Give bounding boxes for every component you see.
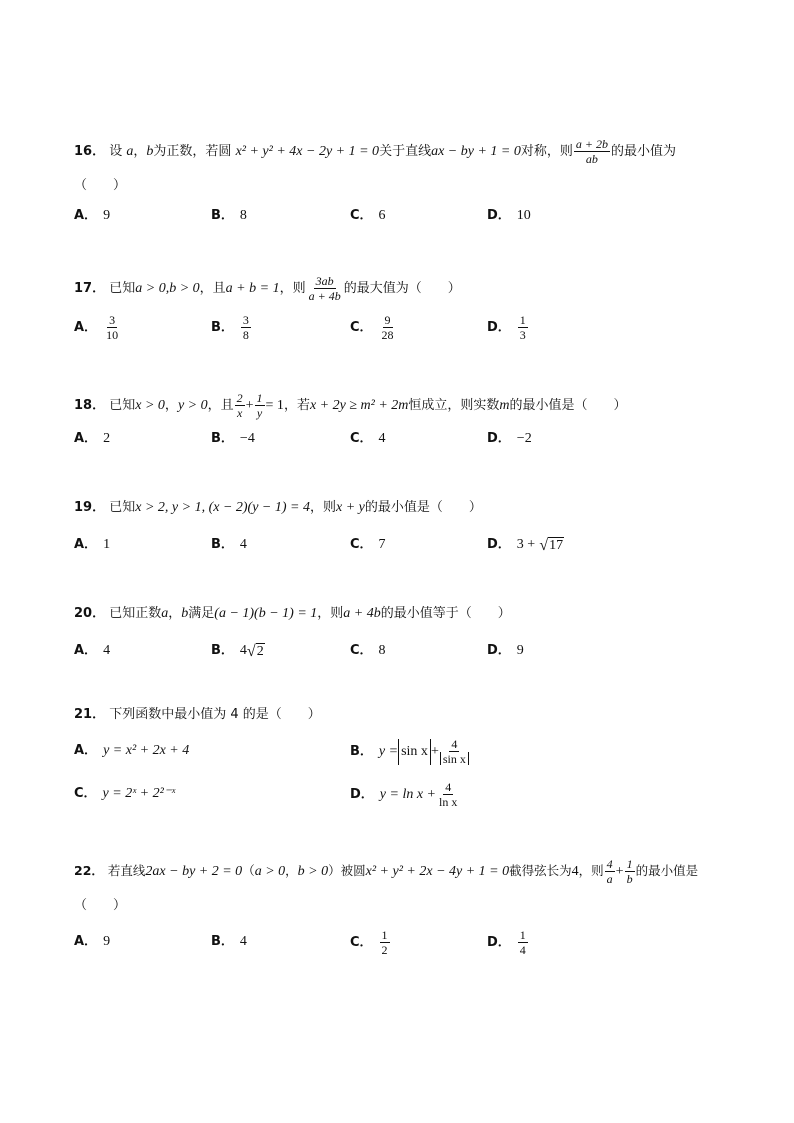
option-label: B． [211, 934, 234, 949]
option-prefix: y = [378, 743, 399, 759]
condition: x > 0 [135, 398, 165, 413]
text: ）被圆 [328, 863, 366, 878]
options-20 [74, 638, 774, 664]
option-a [74, 314, 121, 341]
text: ， [285, 863, 298, 878]
option-value: −4 [239, 431, 255, 446]
option-label: B． [211, 319, 234, 335]
fraction-numerator: 1 [381, 928, 388, 942]
question-21 [74, 705, 734, 725]
question-22 [74, 858, 734, 885]
text: 的最小值是 [635, 863, 699, 878]
options-17 [74, 314, 774, 340]
text: ， [168, 606, 182, 621]
fraction-denominator: sin x [440, 752, 469, 765]
condition: b > 0 [297, 864, 329, 879]
question-number: 22． [74, 863, 104, 878]
option-label: A． [74, 431, 98, 446]
question-18 [74, 392, 734, 419]
circle-equation: x² + y² + 2x − 4y + 1 = 0 [365, 864, 510, 879]
option-label: D． [487, 208, 511, 223]
options-16 [74, 203, 774, 229]
option-c [350, 929, 391, 956]
radical-sign: √ [246, 642, 256, 660]
equation-rhs: = 1 [265, 398, 284, 413]
option-d [350, 781, 460, 808]
condition: a > 0 [254, 864, 286, 879]
line-equation: ax − by + 1 = 0 [431, 144, 521, 159]
fraction-denominator: 8 [242, 328, 249, 342]
option-label: B． [211, 208, 234, 223]
option-value: −2 [516, 431, 532, 446]
option-value: 4 [239, 537, 247, 552]
var-a: a [126, 144, 134, 159]
option-label: A． [74, 537, 98, 552]
fraction [605, 858, 615, 885]
text: ， [133, 144, 147, 159]
square-root [247, 643, 265, 660]
var-b: b [181, 606, 189, 621]
option-label: A． [74, 319, 98, 335]
text: 的最小值是（ ） [509, 398, 627, 413]
question-number: 17． [74, 281, 106, 296]
option-value: 4 [239, 643, 247, 658]
option-label: D． [350, 786, 374, 802]
text: 关于直线 [379, 144, 432, 159]
option-label: C． [350, 208, 373, 223]
fraction-numerator: 1 [626, 857, 633, 871]
fraction-denominator: b [626, 872, 633, 886]
line-equation: 2ax − by + 2 = 0 [145, 864, 243, 879]
option-value: 2 [103, 431, 111, 446]
fraction [235, 392, 245, 419]
text: ， [164, 398, 178, 413]
options-19 [74, 532, 774, 558]
option-value: 4 [239, 934, 247, 949]
fraction [437, 781, 459, 808]
fraction-numerator: 4 [606, 857, 613, 871]
option-label: D． [487, 537, 511, 552]
fraction-numerator: 3 [242, 313, 249, 327]
option-c [74, 781, 175, 807]
expression: a + 4b [343, 606, 381, 621]
option-c [350, 638, 386, 664]
option-value: 3 + [516, 537, 536, 552]
text: ，且 [199, 281, 226, 296]
plus-sign: + [245, 398, 254, 413]
option-label: B． [211, 537, 234, 552]
text: 若直线 [107, 863, 146, 878]
option-c [350, 532, 386, 558]
text: 为正数，若圆 [153, 144, 232, 159]
text: ，且 [207, 398, 234, 413]
option-b [211, 203, 247, 229]
radicand: 17 [549, 537, 564, 553]
text: ，则 [310, 500, 337, 515]
text: 下列函数中最小值为 4 的是（ ） [109, 707, 321, 722]
option-a [74, 638, 110, 664]
text: 对称，则 [520, 144, 573, 159]
question-16 [74, 138, 734, 165]
fraction [518, 929, 528, 956]
question-number: 21． [74, 707, 106, 722]
option-b [211, 314, 252, 341]
option-label: C． [350, 934, 373, 950]
option-value: 10 [516, 208, 531, 223]
var-a: a [161, 606, 169, 621]
options-21-row1 [74, 738, 774, 768]
absolute-value: sin x [398, 739, 431, 765]
fraction-numerator: 3 [109, 313, 116, 327]
option-label: A． [74, 743, 98, 758]
fraction [440, 738, 469, 765]
question-number: 16． [74, 144, 106, 159]
option-value: 8 [239, 208, 247, 223]
fraction-denominator: 10 [106, 328, 119, 342]
option-d [487, 426, 532, 452]
fraction-denominator: 3 [519, 328, 526, 342]
fraction-denominator: x [236, 406, 243, 420]
fraction [574, 138, 610, 165]
option-label: B． [211, 643, 234, 658]
option-value: 7 [378, 537, 386, 552]
option-b [350, 738, 470, 765]
condition: a + b = 1 [225, 281, 280, 296]
text: 的最小值是（ ） [364, 500, 482, 515]
option-value: 8 [378, 643, 386, 658]
condition: (a − 1)(b − 1) = 1 [214, 606, 318, 621]
option-label: A． [74, 643, 98, 658]
option-label: C． [350, 643, 373, 658]
option-label: A． [74, 208, 98, 223]
option-b [211, 929, 247, 955]
fraction-numerator: 1 [519, 313, 526, 327]
fraction [380, 929, 390, 956]
option-label: D． [487, 319, 511, 335]
fraction-denominator: 2 [381, 943, 388, 957]
fraction-denominator: 28 [381, 328, 394, 342]
plus-sign: + [430, 743, 439, 759]
option-value: y = 2ˣ + 2²⁻ˣ [102, 786, 176, 801]
option-b [211, 532, 247, 558]
fraction-denominator: ln x [439, 795, 458, 809]
text: 已知正数 [109, 606, 162, 621]
fraction-numerator: 2 [236, 391, 243, 405]
fraction [518, 314, 528, 341]
fraction [625, 858, 635, 885]
option-label: C． [350, 537, 373, 552]
option-label: D． [487, 643, 511, 658]
option-a [74, 929, 110, 955]
text: 设 [109, 144, 123, 159]
option-c [350, 203, 386, 229]
text: 已知 [109, 500, 136, 515]
option-a [74, 738, 189, 764]
option-value: 4 [103, 643, 111, 658]
question-number: 20． [74, 606, 106, 621]
text: ，则 [578, 863, 604, 878]
option-d [487, 638, 524, 664]
radicand: 2 [256, 643, 264, 659]
text: ，则 [279, 281, 306, 296]
fraction [307, 275, 343, 302]
fraction-numerator: 3ab [315, 274, 334, 288]
fraction [104, 314, 120, 341]
text: 满足 [188, 606, 215, 621]
square-root [539, 537, 564, 554]
option-value: 9 [103, 934, 111, 949]
option-c [350, 426, 386, 452]
option-c [350, 314, 397, 341]
option-label: C． [350, 431, 373, 446]
fraction-numerator: 1 [256, 391, 263, 405]
option-value: y = x² + 2x + 4 [103, 743, 190, 758]
options-18 [74, 426, 774, 452]
fraction-denominator: 4 [519, 943, 526, 957]
option-label: C． [350, 319, 373, 335]
option-d [487, 314, 529, 341]
fraction [241, 314, 251, 341]
question-number: 18． [74, 398, 106, 413]
condition: a > 0,b > 0 [135, 281, 200, 296]
fraction-numerator: 1 [519, 928, 526, 942]
radical-sign: √ [539, 536, 549, 554]
condition: y > 0 [177, 398, 208, 413]
inequality: x + 2y ≥ m² + 2m [309, 398, 409, 413]
answer-paren: （ ） [74, 178, 127, 193]
text: ，则 [317, 606, 344, 621]
options-22 [74, 929, 774, 955]
fraction [255, 392, 265, 419]
option-a [74, 203, 110, 229]
option-label: C． [74, 786, 97, 801]
text: 的最小值等于（ ） [380, 606, 511, 621]
option-label: A． [74, 934, 98, 949]
fraction-numerator: 9 [384, 313, 391, 327]
circle-equation: x² + y² + 4x − 2y + 1 = 0 [235, 144, 380, 159]
var-b: b [146, 144, 154, 159]
option-value: 9 [516, 643, 524, 658]
fraction [380, 314, 396, 341]
fraction-denominator: y [256, 406, 263, 420]
option-d [487, 532, 564, 558]
chord-length: 4 [571, 864, 579, 879]
option-b [211, 426, 255, 452]
option-value: 6 [378, 208, 386, 223]
question-number: 19． [74, 500, 106, 515]
expression: x + y [336, 500, 365, 515]
fraction-numerator: 4 [451, 737, 458, 751]
option-value: 4 [378, 431, 386, 446]
option-value: 9 [103, 208, 111, 223]
plus-sign: + [615, 864, 624, 879]
text: 恒成立，则实数 [408, 398, 500, 413]
text: 的最大值为（ ） [343, 281, 461, 296]
option-label: B． [350, 743, 373, 759]
fraction-numerator: a + 2b [575, 137, 608, 151]
text: 已知 [109, 398, 136, 413]
text: ，若 [283, 398, 310, 413]
var-m: m [499, 398, 510, 413]
text: 已知 [109, 281, 136, 296]
option-b [211, 638, 265, 664]
text: 截得弦长为 [509, 863, 572, 878]
fraction-denominator: a [606, 872, 613, 886]
text: （ [242, 863, 255, 878]
question-17 [74, 275, 734, 302]
fraction-denominator: ab [585, 152, 598, 166]
option-a [74, 532, 110, 558]
option-d [487, 203, 531, 229]
text: 的最小值为 [610, 144, 676, 159]
question-19 [74, 498, 734, 518]
answer-paren: （ ） [74, 898, 127, 913]
fraction-numerator: 4 [445, 780, 452, 794]
question-20 [74, 604, 734, 624]
option-label: B． [211, 431, 234, 446]
option-d [487, 929, 529, 956]
option-a [74, 426, 110, 452]
option-prefix: y = ln x + [379, 786, 437, 802]
condition: x > 2, y > 1, (x − 2)(y − 1) = 4 [135, 500, 310, 515]
options-21-row2 [74, 781, 774, 811]
fraction-denominator: a + 4b [308, 289, 341, 303]
option-label: D． [487, 431, 511, 446]
option-value: 1 [103, 537, 111, 552]
option-label: D． [487, 934, 511, 950]
